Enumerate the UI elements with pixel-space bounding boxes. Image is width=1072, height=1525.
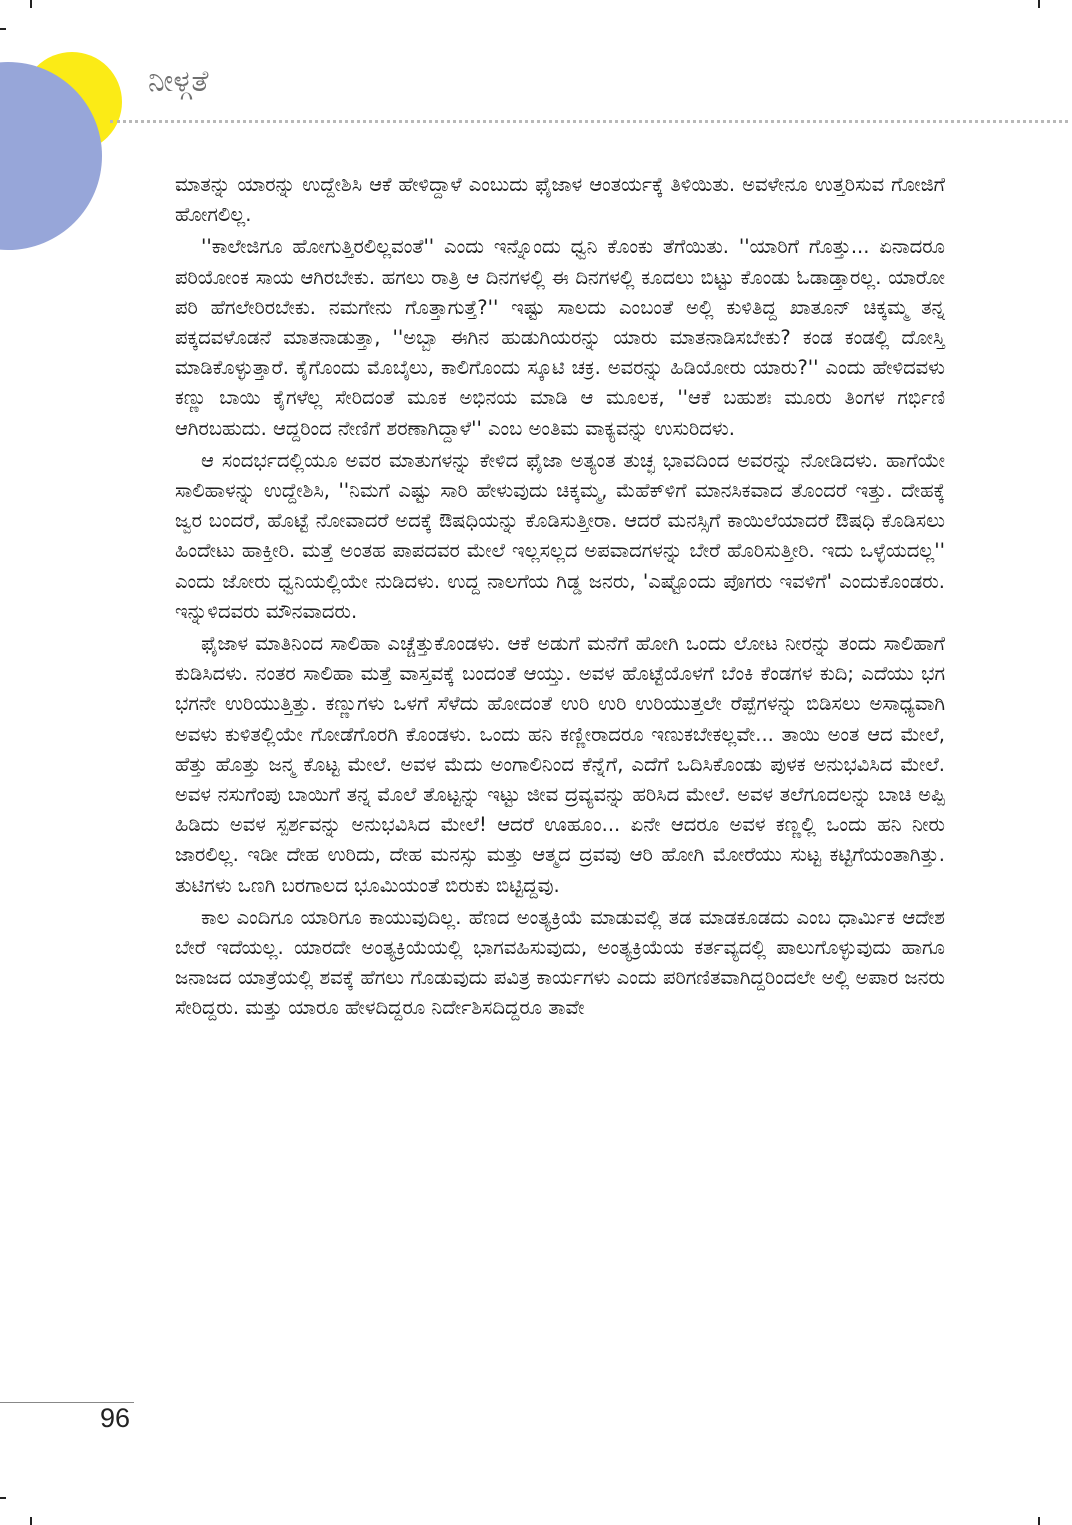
- crop-mark-top-right: [1038, 0, 1040, 8]
- running-header-title: ನೀಳ್ಗತೆ: [148, 64, 209, 99]
- crop-mark-top-left: [30, 0, 32, 8]
- crop-mark-left-upper: [0, 28, 6, 30]
- paragraph-1: ಮಾತನ್ನು ಯಾರನ್ನು ಉದ್ದೇಶಿಸಿ ಆಕೆ ಹೇಳಿದ್ದಾಳೆ ಎಂಬುದು ಫೈಜಾಳ ಆಂತರ್ಯಕ್ಕೆ ತಿಳಿಯಿತು. ಅವಳೇನೂ ಉತ್ತರಿಸುವ ಗೋಜಿಗೆ ಹೋಗಲಿಲ್ಲ.: [175, 173, 945, 227]
- crop-mark-bottom-left: [30, 1517, 32, 1525]
- paragraph-2: ''ಕಾಲೇಜಿಗೂ ಹೋಗುತ್ತಿರಲಿಲ್ಲವಂತೆ'' ಎಂದು ಇನ್ನೊಂದು ಧ್ವನಿ ಕೊಂಕು ತೆಗೆಯಿತು. ''ಯಾರಿಗೆ ಗೊತ್ತು... ಏನಾದರೂ ಪರಿಯೋಂಕ ಸಾಯ ಆಗಿರಬೇಕು. ಹಗಲು ರಾತ್ರಿ ಆ ದಿನಗಳಲ್ಲಿ ಈ ದಿನಗಳಲ್ಲಿ ಕೂದಲು ಬಿಟ್ಟು ಕೊಂಡು ಓಡಾಡ್ತಾರಲ್ಲ. ಯಾರೋ ಪರಿ ಹೆಗಲೇರಿರಬೇಕು. ನಮಗೇನು ಗೊತ್ತಾಗುತ್ತೆ?'' ಇಷ್ಟು ಸಾಲದು ಎಂಬಂತೆ ಅಲ್ಲಿ ಕುಳಿತಿದ್ದ ಖಾತೂನ್ ಚಿಕ್ಕಮ್ಮ ತನ್ನ ಪಕ್ಕದವಳೊಡನೆ ಮಾತನಾಡುತ್ತಾ, ''ಅಬ್ಬಾ ಈಗಿನ ಹುಡುಗಿಯರನ್ನು ಯಾರು ಮಾತನಾಡಿಸಬೇಕು? ಕಂಡ ಕಂಡಲ್ಲಿ ದೋಸ್ತಿ ಮಾಡಿಕೊಳ್ಳುತ್ತಾರೆ. ಕೈಗೊಂದು ಮೊಬೈಲು, ಕಾಲಿಗೊಂದು ಸ್ಕೂಟಿ ಚಕ್ರ. ಅವರನ್ನು ಹಿಡಿಯೋರು ಯಾರು?'' ಎಂದು ಹೇಳಿದವಳು ಕಣ್ಣು ಬಾಯಿ ಕೈಗಳೆಲ್ಲ ಸೇರಿದಂತೆ ಮೂಕ ಅಭಿನಯ ಮಾಡಿ ಆ ಮೂಲಕ, ''ಆಕೆ ಬಹುಶಃ ಮೂರು ತಿಂಗಳ ಗರ್ಭಿಣಿ ಆಗಿರಬಹುದು. ಆದ್ದರಿಂದ ನೇಣಿಗೆ ಶರಣಾಗಿದ್ದಾಳೆ'' ಎಂಬ ಅಂತಿಮ ವಾಕ್ಯವನ್ನು ಉಸುರಿದಳು.: [175, 235, 945, 440]
- body-text: [175, 170, 945, 1026]
- header-dotted-rule: [110, 120, 1068, 123]
- paragraph-3: ಆ ಸಂದರ್ಭದಲ್ಲಿಯೂ ಅವರ ಮಾತುಗಳನ್ನು ಕೇಳಿದ ಫೈಜಾ ಅತ್ಯಂತ ತುಚ್ಛ ಭಾವದಿಂದ ಅವರನ್ನು ನೋಡಿದಳು. ಹಾಗೆಯೇ ಸಾಲಿಹಾಳನ್ನು ಉದ್ದೇಶಿಸಿ, ''ನಿಮಗೆ ಎಷ್ಟು ಸಾರಿ ಹೇಳುವುದು ಚಿಕ್ಕಮ್ಮ, ಮೆಹೆಕ್‌ಳಿಗೆ ಮಾನಸಿಕವಾದ ತೊಂದರೆ ಇತ್ತು. ದೇಹಕ್ಕೆ ಜ್ವರ ಬಂದರೆ, ಹೊಟ್ಟೆ ನೋವಾದರೆ ಅದಕ್ಕೆ ಔಷಧಿಯನ್ನು ಕೊಡಿಸುತ್ತೀರಾ. ಆದರೆ ಮನಸ್ಸಿಗೆ ಕಾಯಿಲೆಯಾದರೆ ಔಷಧಿ ಕೊಡಿಸಲು ಹಿಂದೇಟು ಹಾಕ್ತೀರಿ. ಮತ್ತೆ ಅಂತಹ ಪಾಪದವರ ಮೇಲೆ ಇಲ್ಲಸಲ್ಲದ ಅಪವಾದಗಳನ್ನು ಬೇರೆ ಹೊರಿಸುತ್ತೀರಿ. ಇದು ಒಳ್ಳೆಯದಲ್ಲ'' ಎಂದು ಜೋರು ಧ್ವನಿಯಲ್ಲಿಯೇ ನುಡಿದಳು. ಉದ್ದ ನಾಲಗೆಯ ಗಿಡ್ಡ ಜನರು, 'ಎಷ್ಟೊಂದು ಪೊಗರು ಇವಳಿಗೆ' ಎಂದುಕೊಂಡರು. ಇನ್ನುಳಿದವರು ಮೌನವಾದರು.: [175, 448, 945, 623]
- paragraph-5: ಕಾಲ ಎಂದಿಗೂ ಯಾರಿಗೂ ಕಾಯುವುದಿಲ್ಲ. ಹೆಣದ ಅಂತ್ಯಕ್ರಿಯೆ ಮಾಡುವಲ್ಲಿ ತಡ ಮಾಡಕೂಡದು ಎಂಬ ಧಾರ್ಮಿಕ ಆದೇಶ ಬೇರೆ ಇದೆಯಲ್ಲ. ಯಾರದೇ ಅಂತ್ಯಕ್ರಿಯೆಯಲ್ಲಿ ಭಾಗವಹಿಸುವುದು, ಅಂತ್ಯಕ್ರಿಯೆಯ ಕರ್ತವ್ಯದಲ್ಲಿ ಪಾಲುಗೊಳ್ಳುವುದು ಹಾಗೂ ಜನಾಜದ ಯಾತ್ರೆಯಲ್ಲಿ ಶವಕ್ಕೆ ಹೆಗಲು ಗೊಡುವುದು ಪವಿತ್ರ ಕಾರ್ಯಗಳು ಎಂದು ಪರಿಗಣಿತವಾಗಿದ್ದರಿಂದಲೇ ಅಲ್ಲಿ ಅಪಾರ ಜನರು ಸೇರಿದ್ದರು. ಮತ್ತು ಯಾರೂ ಹೇಳದಿದ್ದರೂ ನಿರ್ದೇಶಿಸದಿದ್ದರೂ ತಾವೇ: [175, 905, 945, 1020]
- crop-mark-bottom-right: [1038, 1517, 1040, 1525]
- paragraph-4: ಫೈಜಾಳ ಮಾತಿನಿಂದ ಸಾಲಿಹಾ ಎಚ್ಚೆತ್ತುಕೊಂಡಳು. ಆಕೆ ಅಡುಗೆ ಮನೆಗೆ ಹೋಗಿ ಒಂದು ಲೋಟ ನೀರನ್ನು ತಂದು ಸಾಲಿಹಾಗೆ ಕುಡಿಸಿದಳು. ನಂತರ ಸಾಲಿಹಾ ಮತ್ತೆ ವಾಸ್ತವಕ್ಕೆ ಬಂದಂತೆ ಆಯ್ತು. ಅವಳ ಹೊಟ್ಟೆಯೊಳಗೆ ಬೆಂಕಿ ಕೆಂಡಗಳ ಕುದಿ; ಎದೆಯು ಭಗ ಭಗನೇ ಉರಿಯುತ್ತಿತ್ತು. ಕಣ್ಣುಗಳು ಒಳಗೆ ಸೆಳೆದು ಹೋದಂತೆ ಉರಿ ಉರಿ ಉರಿಯುತ್ತಲೇ ರೆಪ್ಪೆಗಳನ್ನು ಬಿಡಿಸಲು ಅಸಾಧ್ಯವಾಗಿ ಅವಳು ಕುಳಿತಲ್ಲಿಯೇ ಗೋಡೆಗೊರಗಿ ಕೊಂಡಳು. ಒಂದು ಹನಿ ಕಣ್ಣೀರಾದರೂ ಇಣುಕಬೇಕಲ್ಲವೇ... ತಾಯಿ ಅಂತ ಆದ ಮೇಲೆ, ಹೆತ್ತು ಹೊತ್ತು ಜನ್ಮ ಕೊಟ್ಟ ಮೇಲೆ. ಅವಳ ಮೆದು ಅಂಗಾಲಿನಿಂದ ಕೆನ್ನೆಗೆ, ಎದೆಗೆ ಒದಿಸಿಕೊಂಡು ಪುಳಕ ಅನುಭವಿಸಿದ ಮೇಲೆ. ಅವಳ ನಸುಗೆಂಪು ಬಾಯಿಗೆ ತನ್ನ ಮೊಲೆ ತೊಟ್ಟನ್ನು ಇಟ್ಟು ಜೀವ ದ್ರವ್ಯವನ್ನು ಹರಿಸಿದ ಮೇಲೆ. ಅವಳ ತಲೆಗೂದಲನ್ನು ಬಾಚಿ ಅಪ್ಪಿ ಹಿಡಿದು ಅವಳ ಸ್ಪರ್ಶವನ್ನು ಅನುಭವಿಸಿದ ಮೇಲೆ! ಆದರೆ ಊಹೂಂ... ಏನೇ ಆದರೂ ಅವಳ ಕಣ್ಣಲ್ಲಿ ಒಂದು ಹನಿ ನೀರು ಜಾರಲಿಲ್ಲ. ಇಡೀ ದೇಹ ಉರಿದು, ದೇಹ ಮನಸ್ಸು ಮತ್ತು ಆತ್ಮದ ದ್ರವವು ಆರಿ ಹೋಗಿ ಮೋರೆಯು ಸುಟ್ಟ ಕಟ್ಟಿಗೆಯಂತಾಗಿತ್ತು. ತುಟಿಗಳು ಒಣಗಿ ಬರಗಾಲದ ಭೂಮಿಯಂತೆ ಬಿರುಕು ಬಿಟ್ಟಿದ್ದವು.: [175, 632, 945, 897]
- page-number: 96: [100, 1403, 131, 1433]
- crop-mark-left-lower: [0, 1497, 6, 1499]
